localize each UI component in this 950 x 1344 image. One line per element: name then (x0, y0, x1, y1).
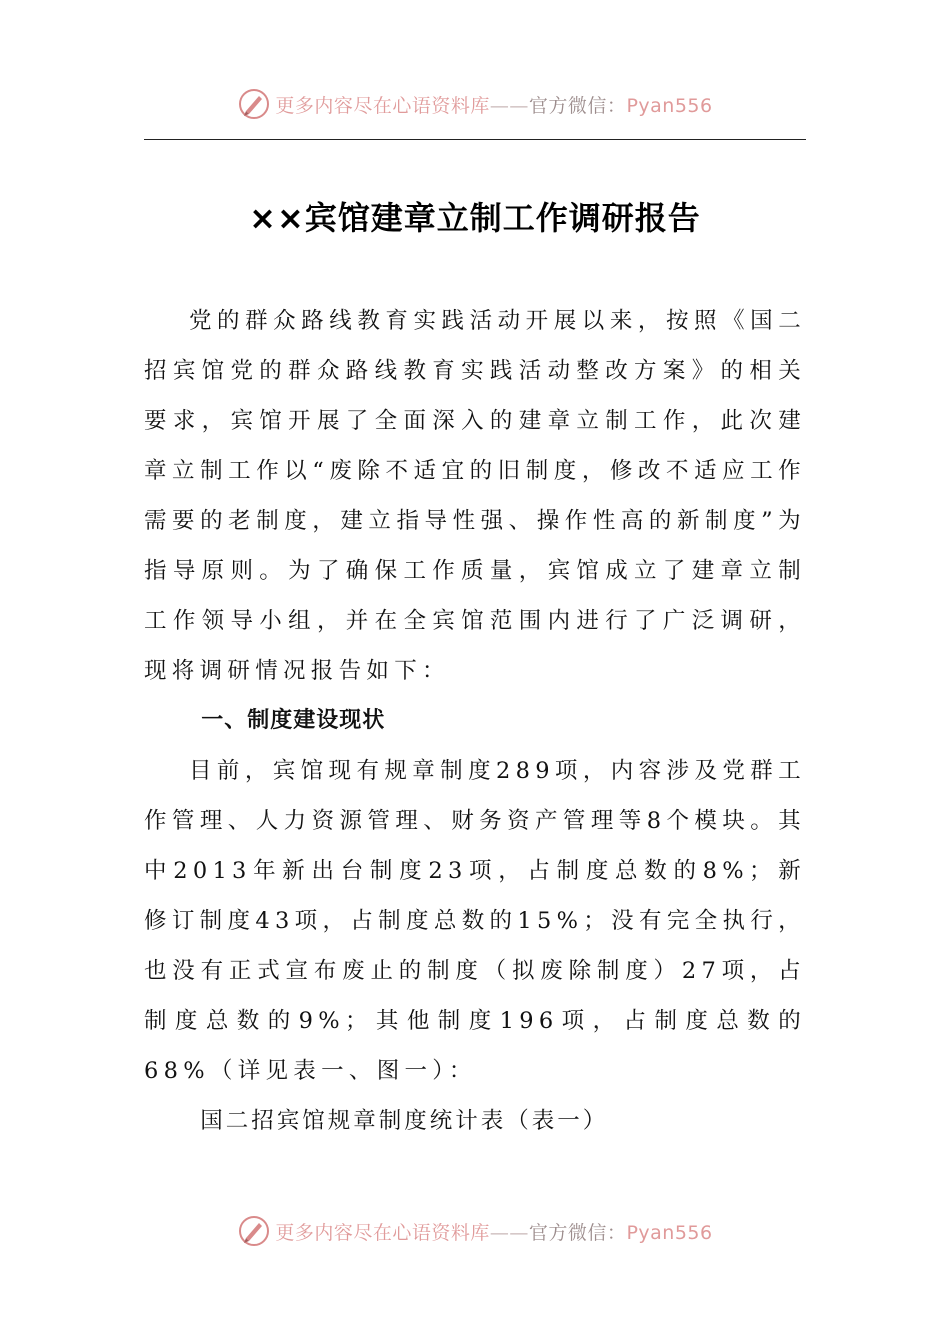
footer-brand-text: 更多内容尽在心语资料库 (275, 1221, 490, 1244)
header-wechat-id: Pyan556 (626, 94, 713, 117)
section-body-paragraph: 目前，宾馆现有规章制度289项，内容涉及党群工作管理、人力资源管理、财务资产管理等8个模块。其中2013年新出台制度23项，占制度总数的8%；新修订制度43项，占制度总数的15%；没有完全执行，也没有正式宣布废止的制度（拟废除制度）27项，占制度总数的9%；其他制度196项，占制度总数的68%（详见表一、图一）： (144, 758, 806, 1084)
footer-wechat-id: Pyan556 (626, 1221, 713, 1244)
footer-dash: —— (489, 1221, 529, 1244)
header-brand (275, 91, 712, 118)
document-title: ××宾馆建章立制工作调研报告 (249, 199, 701, 237)
header-watermark (0, 84, 950, 124)
section-heading: 一、制度建设现状 (201, 708, 386, 733)
header-brand-text: 更多内容尽在心语资料库 (275, 94, 490, 117)
document-body (144, 296, 806, 1146)
header-dash: —— (489, 94, 529, 117)
pen-logo-icon (237, 1214, 271, 1248)
footer-brand (275, 1218, 712, 1245)
header-wechat-label: 官方微信： (528, 94, 627, 117)
pen-logo-icon (237, 87, 271, 121)
header-rule (144, 139, 806, 140)
footer-wechat-label: 官方微信： (528, 1221, 627, 1244)
footer-watermark (0, 1211, 950, 1251)
intro-paragraph: 党的群众路线教育实践活动开展以来，按照《国二招宾馆党的群众路线教育实践活动整改方案》的相关要求，宾馆开展了全面深入的建章立制工作，此次建章立制工作以“废除不适宜的旧制度，修改不适应工作需要的老制度，建立指导性强、操作性高的新制度”为指导原则。为了确保工作质量，宾馆成立了建章立制工作领导小组，并在全宾馆范围内进行了广泛调研，现将调研情况报告如下： (144, 308, 806, 684)
table-caption: 国二招宾馆规章制度统计表（表一） (200, 1108, 609, 1134)
